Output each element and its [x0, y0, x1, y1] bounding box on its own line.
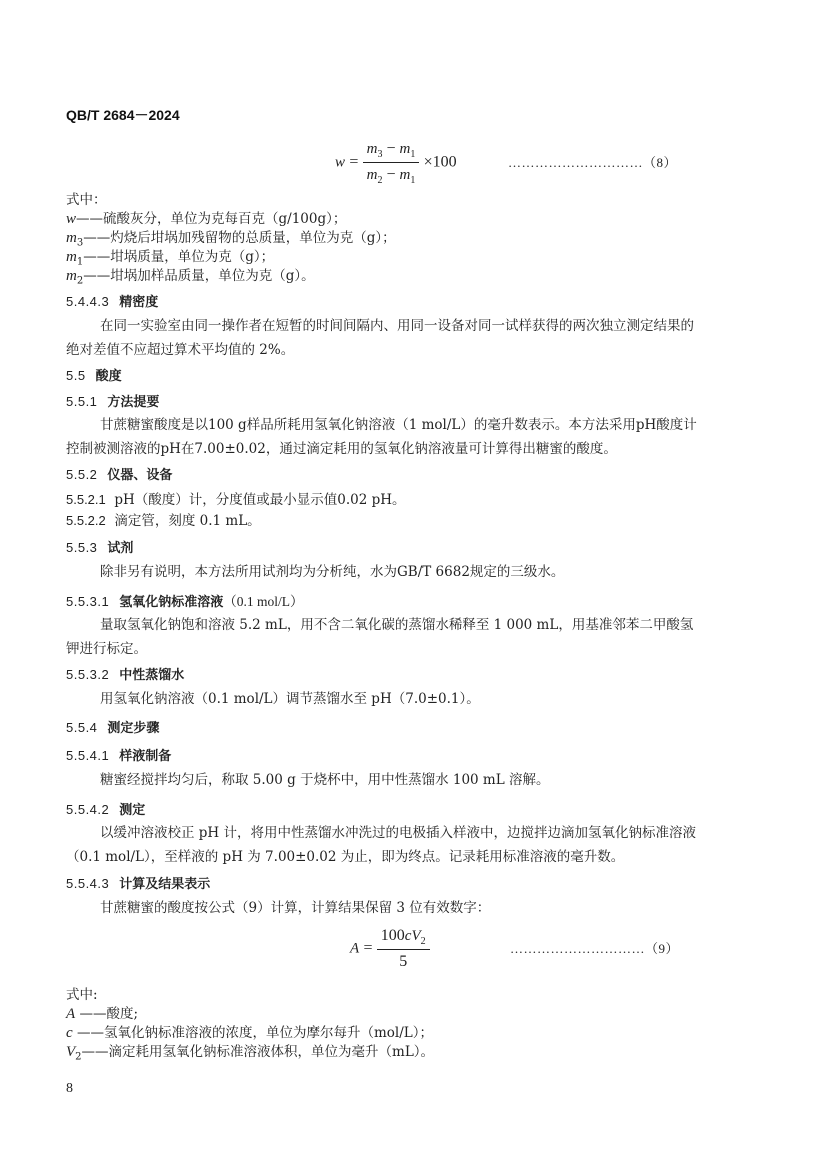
where-item-V2: $V_2——$滴定耗用氢氧化钠标准溶液体积，单位为毫升（mL）。 [66, 1044, 435, 1063]
heading-5-5-3-2: 5.5.3.2 中性蒸馏水 [66, 667, 185, 683]
where-item-w: w——硫酸灰分，单位为克每百克（g/100g）； [66, 211, 347, 227]
heading-5-5-3: 5.5.3 试剂 [66, 540, 134, 556]
para-reagents: 除非另有说明，本方法所用试剂均为分析纯，水为GB/T 6682规定的三级水。 [100, 564, 565, 580]
where-item-m3: $m_3——$灼烧后坩埚加残留物的总质量，单位为克（g）； [66, 230, 396, 249]
heading-5-5: 5.5 酸度 [66, 368, 122, 384]
para-method-summary: 甘蔗糖蜜酸度是以100 g样品所耗用氢氧化钠溶液（1 mol/L）的毫升数表示。本方法采用pH酸度计控制被测溶液的pH在7.00±0.02，通过滴定耗用的氢氧化钠溶液量可计算得出糖蜜的酸度。 [66, 417, 697, 457]
formula-9-leader: …………………………（9） [510, 941, 680, 956]
heading-5-5-2: 5.5.2 仪器、设备 [66, 467, 173, 483]
where-item-m2: $m_2——$坩埚加样品质量，单位为克（g）。 [66, 268, 315, 287]
heading-5-5-4-2: 5.5.4.2 测定 [66, 802, 146, 818]
where-intro-2: 式中: [66, 987, 98, 1003]
para-calculation: 甘蔗糖蜜的酸度按公式（9）计算，计算结果保留 3 位有效数字： [100, 900, 491, 916]
standard-number: QB/T 2684－2024 [66, 107, 180, 123]
where-item-m1: $m_1——$坩埚质量，单位为克（g）； [66, 249, 275, 268]
para-precision: 在同一实验室由同一操作者在短暂的时间间隔内、用同一设备对同一试样获得的两次独立测定结果的绝对差值不应超过算术平均值的 2%。 [66, 318, 694, 358]
formula-8: w = $\frac{m_3 - m_1}{m_2 - m_1}$ ×100 [335, 140, 457, 187]
heading-5-5-4: 5.5.4 测定步骤 [66, 720, 160, 736]
para-determination: 以缓冲溶液校正 pH 计，将用中性蒸馏水冲洗过的电极插入样液中，边搅拌边滴加氢氧化钠标准溶液（0.1 mol/L），至样液的 pH 为 7.00±0.02 为止，即为终点。记录耗用标准溶液的毫升数。 [66, 825, 696, 865]
formula-8-number: （8） [643, 155, 678, 170]
formula-8-fraction: $\frac{m_3 - m_1}{m_2 - m_1}$ [363, 140, 420, 186]
formula-9-number: （9） [645, 941, 680, 956]
heading-5-5-4-1: 5.5.4.1 样液制备 [66, 748, 172, 764]
heading-5-5-4-3: 5.5.4.3 计算及结果表示 [66, 876, 211, 892]
heading-5-5-3-1: 5.5.3.1 氢氧化钠标准溶液（0.1 mol/L） [66, 594, 304, 610]
formula-8-leader: …………………………（8） [508, 155, 678, 170]
heading-5-5-1: 5.5.1 方法提要 [66, 394, 160, 410]
heading-5-4-4-3: 5.4.4.3 精密度 [66, 294, 159, 310]
item-5-5-2-1: 5.5.2.1 pH（酸度）计，分度值或最小显示值0.02 pH。 [66, 492, 406, 508]
formula-9-fraction: $\frac{100cV_2}{5}$ [377, 927, 430, 971]
item-5-5-2-2: 5.5.2.2 滴定管，刻度 0.1 mL。 [66, 513, 261, 529]
where-item-A: A ——酸度; [66, 1006, 139, 1022]
where-intro-1: 式中： [66, 192, 107, 208]
para-sample-prep: 糖蜜经搅拌均匀后，称取 5.00 g 于烧杯中，用中性蒸馏水 100 mL 溶解。 [100, 772, 550, 788]
where-item-c: c ——氢氧化钠标准溶液的浓度，单位为摩尔每升（mol/L）； [66, 1025, 433, 1041]
formula-9: A = $\frac{100cV_2}{5}$ [350, 927, 430, 971]
page-number: 8 [66, 1081, 73, 1096]
para-neutral-water: 用氢氧化钠溶液（0.1 mol/L）调节蒸馏水至 pH（7.0±0.1）。 [100, 691, 480, 707]
para-naoh-solution: 量取氢氧化钠饱和溶液 5.2 mL，用不含二氧化碳的蒸馏水稀释至 1 000 mL，用基准邻苯二甲酸氢钾进行标定。 [66, 617, 694, 657]
